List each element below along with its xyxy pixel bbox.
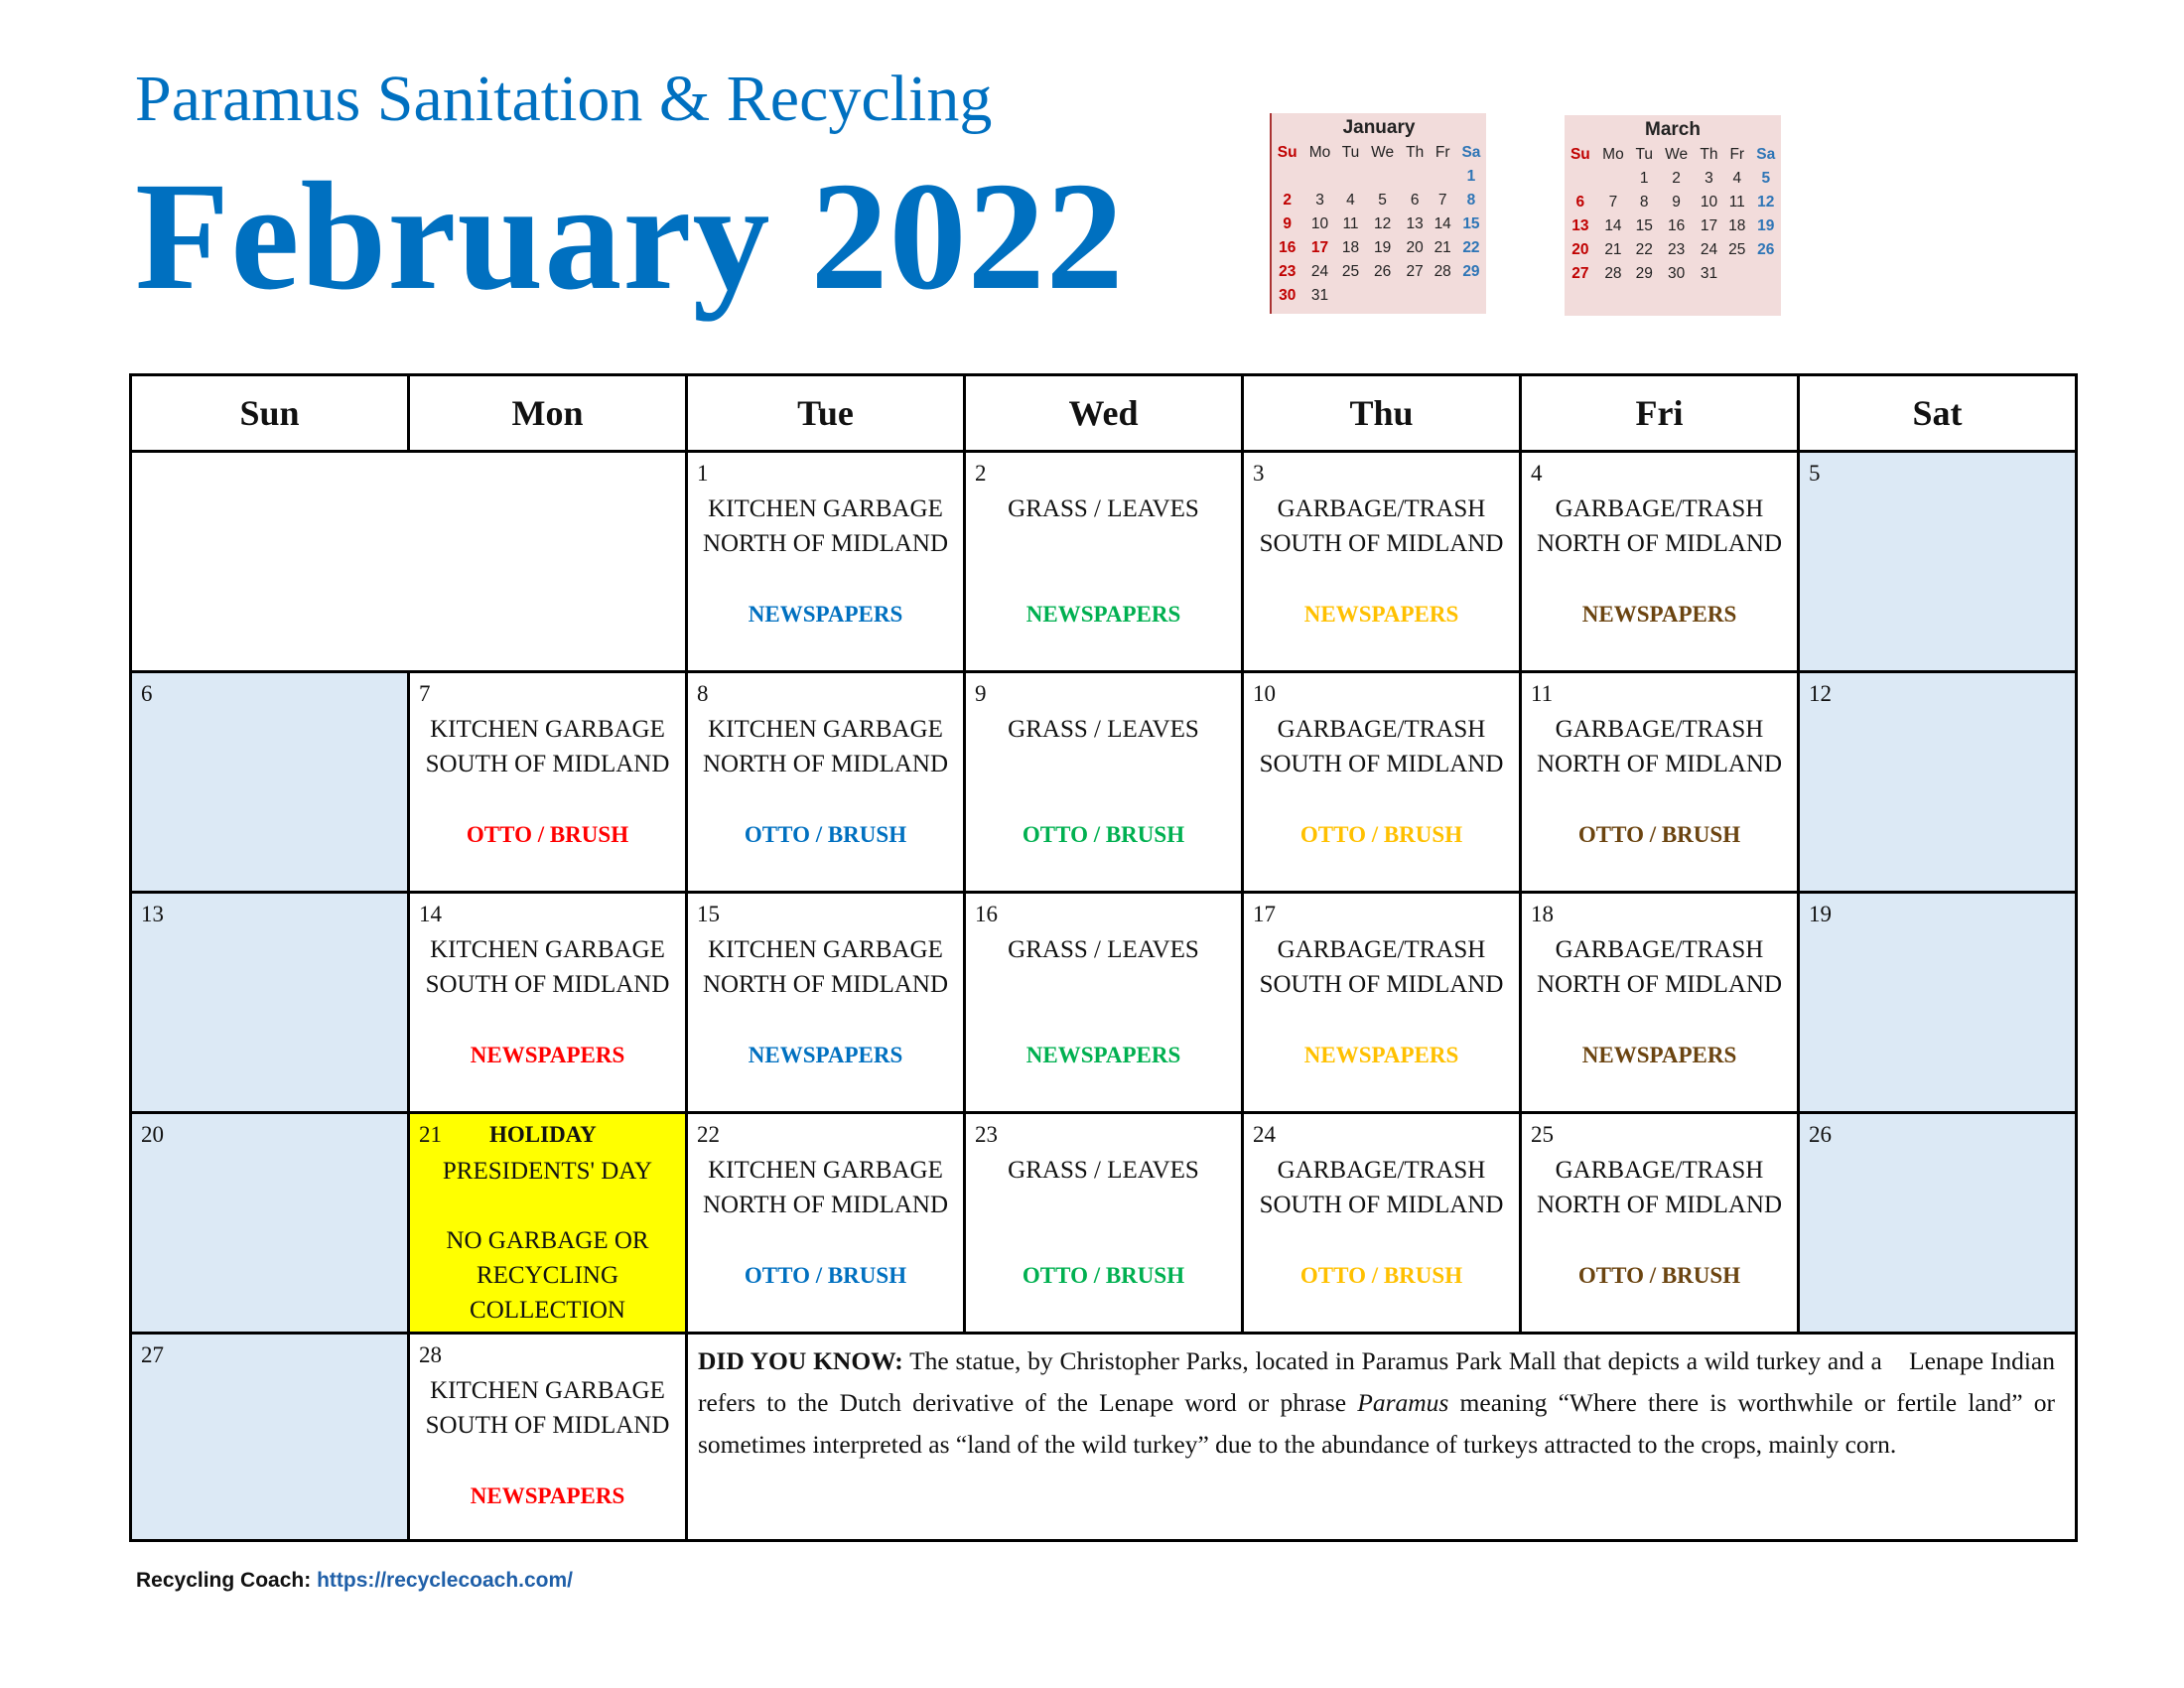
mini-calendar-day: 28	[1433, 263, 1451, 280]
mini-calendar-day	[1751, 262, 1781, 286]
day-number: 16	[975, 902, 998, 926]
day-cell	[131, 893, 409, 1113]
collection-line: SOUTH OF MIDLAND	[425, 971, 670, 998]
mini-calendar-day: 13	[1406, 215, 1424, 232]
day-number: 15	[697, 902, 720, 926]
collection-line: SOUTH OF MIDLAND	[425, 1412, 670, 1439]
mini-calendar-weekday: Mo	[1308, 144, 1331, 161]
mini-calendar-day: 7	[1437, 192, 1447, 209]
collection-line: KITCHEN GARBAGE	[708, 495, 943, 522]
day-number: 20	[141, 1122, 164, 1147]
month-calendar-grid	[129, 373, 2078, 1542]
mini-calendar-day: 10	[1700, 194, 1718, 211]
day-number: 23	[975, 1122, 998, 1147]
mini-calendar-day: 31	[1700, 265, 1718, 282]
weekday-header-thu: Thu	[1243, 375, 1521, 452]
mini-calendar-weekday: We	[1371, 144, 1395, 161]
day-cell	[1521, 672, 1799, 893]
mini-calendar-day: 27	[1406, 263, 1424, 280]
collection-line: KITCHEN GARBAGE	[430, 716, 665, 743]
day-number: 4	[1531, 461, 1543, 486]
day-cell	[131, 1113, 409, 1334]
recyclecoach-link[interactable]: https://recyclecoach.com/	[317, 1569, 573, 1592]
mini-calendar-day: 7	[1608, 194, 1618, 211]
mini-calendar-day: 2	[1283, 192, 1293, 209]
collection-line: PRESIDENTS' DAY	[442, 1158, 653, 1185]
collection-line: GRASS / LEAVES	[1008, 936, 1199, 963]
mini-calendar-day: 4	[1732, 170, 1742, 187]
mini-calendar-day: 16	[1667, 217, 1686, 234]
mini-calendar-march	[1565, 115, 1781, 316]
mini-calendar-weekday: Fr	[1729, 146, 1745, 163]
recycling-tag: NEWSPAPERS	[1581, 602, 1737, 627]
mini-calendar-day: 11	[1728, 194, 1745, 211]
day-cell	[1243, 1113, 1521, 1334]
mini-calendar-day: 19	[1757, 217, 1775, 234]
recycling-tag: NEWSPAPERS	[1025, 602, 1181, 627]
day-cell	[1521, 893, 1799, 1113]
mini-calendar-day: 9	[1283, 215, 1293, 232]
mini-calendar-day	[1430, 165, 1456, 189]
day-number: 27	[141, 1342, 164, 1367]
mini-calendar-week	[1565, 262, 1781, 286]
did-you-know-cell	[687, 1334, 2077, 1541]
collection-line: SOUTH OF MIDLAND	[1259, 530, 1504, 557]
mini-calendar-day: 4	[1346, 192, 1355, 209]
mini-calendar-weekday: We	[1665, 146, 1689, 163]
recycling-tag: OTTO / BRUSH	[466, 822, 629, 847]
collection-line: KITCHEN GARBAGE	[708, 936, 943, 963]
calendar-week-row	[131, 893, 2077, 1113]
mini-calendar-day: 23	[1279, 263, 1297, 280]
mini-calendar-day: 26	[1373, 263, 1392, 280]
day-cell	[131, 1334, 409, 1541]
day-number: 3	[1253, 461, 1265, 486]
day-cell	[1799, 1113, 2077, 1334]
mini-calendar-day: 14	[1604, 217, 1622, 234]
mini-calendar-day	[1401, 284, 1430, 308]
weekday-header-tue: Tue	[687, 375, 965, 452]
collection-line: GARBAGE/TRASH	[1277, 936, 1486, 963]
mini-calendar-day	[1302, 165, 1336, 189]
footer-label: Recycling Coach:	[136, 1569, 318, 1592]
mini-calendar-weekday: Fr	[1434, 144, 1450, 161]
mini-calendar-day	[1337, 165, 1365, 189]
recycling-tag: NEWSPAPERS	[1303, 1043, 1459, 1067]
mini-calendar-day: 30	[1667, 265, 1686, 282]
mini-calendar-day	[1401, 165, 1430, 189]
collection-line: SOUTH OF MIDLAND	[1259, 971, 1504, 998]
mini-calendar-week	[1272, 284, 1486, 308]
recycling-tag: OTTO / BRUSH	[744, 1263, 907, 1288]
mini-calendar-day: 17	[1310, 239, 1329, 256]
calendar-week-row	[131, 452, 2077, 672]
mini-calendar-week	[1272, 212, 1486, 236]
mini-calendar-day: 3	[1705, 170, 1713, 187]
day-number: 25	[1531, 1122, 1554, 1147]
weekday-header-sat: Sat	[1799, 375, 2077, 452]
day-number: 17	[1253, 902, 1276, 926]
mini-calendar-day: 8	[1466, 192, 1476, 209]
mini-calendar-day: 26	[1757, 241, 1775, 258]
day-cell	[409, 1113, 687, 1334]
mini-calendar-day: 21	[1604, 241, 1622, 258]
collection-line: GARBAGE/TRASH	[1555, 716, 1764, 743]
collection-line: NO GARBAGE OR	[446, 1227, 649, 1254]
mini-calendar-day	[1596, 167, 1630, 191]
mini-calendar-month-name: January	[1342, 117, 1416, 138]
mini-calendar-weekday: Th	[1406, 144, 1425, 161]
day-number: 26	[1809, 1122, 1832, 1147]
mini-calendar-weekday: Mo	[1602, 146, 1624, 163]
day-number: 28	[419, 1342, 442, 1367]
day-number: 8	[697, 681, 709, 706]
calendar-week-row	[131, 672, 2077, 893]
mini-calendar-day: 25	[1728, 241, 1746, 258]
day-number: 13	[141, 902, 164, 926]
weekday-header-mon: Mon	[409, 375, 687, 452]
mini-calendar-day: 21	[1433, 239, 1451, 256]
collection-line: NORTH OF MIDLAND	[702, 1192, 949, 1218]
mini-calendar-day: 2	[1672, 170, 1681, 187]
recycling-tag: NEWSPAPERS	[1025, 1043, 1181, 1067]
day-cell	[687, 1113, 965, 1334]
day-cell	[687, 452, 965, 672]
did-you-know-italic-word: Paramus	[1357, 1388, 1449, 1417]
calendar-week-row	[131, 1113, 2077, 1334]
day-cell	[1521, 452, 1799, 672]
mini-calendar-weekday: Tu	[1341, 144, 1360, 161]
mini-calendar-day: 20	[1571, 241, 1589, 258]
collection-line: SOUTH OF MIDLAND	[1259, 1192, 1504, 1218]
collection-line: KITCHEN GARBAGE	[430, 936, 665, 963]
mini-calendar-day: 16	[1279, 239, 1297, 256]
mini-calendar-day: 28	[1604, 265, 1622, 282]
day-cell	[687, 893, 965, 1113]
day-number: 5	[1809, 461, 1821, 486]
did-you-know-body: The statue, by Christopher Parks, located in Paramus Park Mall that depicts a wild turkey and a Lenape Indian refers to the Dutch derivative of the Lenape word or phrase	[698, 1346, 2055, 1417]
mini-calendar-day: 22	[1462, 239, 1480, 256]
mini-calendar-table	[1565, 143, 1781, 286]
weekday-header-row	[131, 375, 2077, 452]
mini-calendar-day: 6	[1575, 194, 1585, 211]
mini-calendar-week	[1272, 236, 1486, 260]
mini-calendar-day: 3	[1315, 192, 1324, 209]
mini-calendar-day: 20	[1406, 239, 1424, 256]
day-number: 12	[1809, 681, 1832, 706]
recycling-tag: NEWSPAPERS	[470, 1043, 625, 1067]
day-cell	[131, 672, 409, 893]
day-cell	[965, 893, 1243, 1113]
mini-calendar-day	[1364, 284, 1400, 308]
day-number: 11	[1531, 681, 1554, 706]
day-number: 19	[1809, 902, 1832, 926]
calendar-week-row	[131, 1334, 2077, 1541]
mini-calendar-week	[1272, 260, 1486, 284]
mini-calendar-day: 1	[1466, 168, 1476, 185]
mini-calendar-week	[1272, 165, 1486, 189]
day-number: 24	[1253, 1122, 1276, 1147]
mini-calendar-day: 8	[1639, 194, 1649, 211]
collection-line: GRASS / LEAVES	[1008, 495, 1199, 522]
collection-line: RECYCLING	[476, 1262, 619, 1289]
mini-calendar-weekday: Sa	[1756, 146, 1776, 163]
collection-line: NORTH OF MIDLAND	[702, 971, 949, 998]
footer	[136, 1569, 573, 1593]
recycling-tag: NEWSPAPERS	[748, 1043, 903, 1067]
day-cell	[965, 1113, 1243, 1334]
day-number: 2	[975, 461, 987, 486]
mini-calendar-january	[1270, 113, 1486, 314]
day-number: 9	[975, 681, 987, 706]
mini-calendar-day: 22	[1635, 241, 1653, 258]
mini-calendar-day: 17	[1700, 217, 1718, 234]
mini-calendar-day	[1272, 165, 1302, 189]
collection-line: KITCHEN GARBAGE	[708, 716, 943, 743]
collection-line: COLLECTION	[470, 1297, 625, 1324]
mini-calendar-day: 24	[1700, 241, 1718, 258]
mini-calendar-day: 29	[1462, 263, 1480, 280]
recycling-tag: OTTO / BRUSH	[1022, 822, 1185, 847]
mini-calendar-day	[1430, 284, 1456, 308]
weekday-header-fri: Fri	[1521, 375, 1799, 452]
mini-calendar-day: 12	[1373, 215, 1392, 232]
collection-line: GRASS / LEAVES	[1008, 1157, 1199, 1184]
mini-calendar-day: 11	[1342, 215, 1359, 232]
mini-calendar-weekday-row	[1272, 141, 1486, 165]
recycling-tag: OTTO / BRUSH	[1022, 1263, 1185, 1288]
mini-calendar-week	[1565, 167, 1781, 191]
mini-calendar-day: 14	[1433, 215, 1451, 232]
recycling-tag: OTTO / BRUSH	[1299, 1263, 1463, 1288]
mini-calendar-weekday: Su	[1570, 146, 1590, 163]
collection-line: GARBAGE/TRASH	[1277, 1157, 1486, 1184]
collection-line: NORTH OF MIDLAND	[1536, 1192, 1783, 1218]
mini-calendar-weekday: Sa	[1461, 144, 1481, 161]
mini-calendar-day: 27	[1571, 265, 1589, 282]
collection-line: SOUTH OF MIDLAND	[1259, 751, 1504, 777]
mini-calendar-day: 10	[1310, 215, 1329, 232]
collection-line: NORTH OF MIDLAND	[702, 751, 949, 777]
day-number: 10	[1253, 681, 1276, 706]
day-number: 7	[419, 681, 431, 706]
mini-calendar-day: 19	[1373, 239, 1392, 256]
collection-line: NORTH OF MIDLAND	[1536, 751, 1783, 777]
day-cell	[1243, 452, 1521, 672]
mini-calendar-week	[1565, 238, 1781, 262]
day-cell	[409, 1334, 687, 1541]
collection-line: KITCHEN GARBAGE	[430, 1377, 665, 1404]
mini-calendar-day: 15	[1462, 215, 1480, 232]
empty-cell	[131, 452, 687, 672]
mini-calendar-day: 18	[1728, 217, 1746, 234]
did-you-know-label: DID YOU KNOW:	[698, 1346, 903, 1375]
mini-calendar-weekday: Su	[1277, 144, 1297, 161]
mini-calendar-day: 15	[1635, 217, 1653, 234]
day-cell	[1799, 452, 2077, 672]
did-you-know-body-end: meaning “Where there is worthwhile or fertile land” or sometimes interpreted as “land of the wild turkey” due to the abundance of turkeys attracted to the crops, mainly corn.	[698, 1388, 2056, 1459]
day-cell	[965, 452, 1243, 672]
mini-calendar-day: 5	[1378, 192, 1387, 209]
recycling-tag: NEWSPAPERS	[748, 602, 903, 627]
day-cell	[1799, 672, 2077, 893]
did-you-know-text	[698, 1340, 2055, 1466]
mini-calendar-day	[1456, 284, 1486, 308]
mini-calendar-day: 6	[1410, 192, 1420, 209]
collection-line: GRASS / LEAVES	[1008, 716, 1199, 743]
mini-calendar-day	[1723, 262, 1751, 286]
recycling-tag: OTTO / BRUSH	[1577, 1263, 1741, 1288]
mini-calendar-day: 24	[1310, 263, 1329, 280]
collection-line: GARBAGE/TRASH	[1277, 495, 1486, 522]
day-number: 21	[419, 1122, 442, 1147]
recycling-tag: OTTO / BRUSH	[1577, 822, 1741, 847]
mini-calendar-weekday-row	[1565, 143, 1781, 167]
collection-line: GARBAGE/TRASH	[1277, 716, 1486, 743]
collection-line: NORTH OF MIDLAND	[702, 530, 949, 557]
mini-calendar-day	[1364, 165, 1400, 189]
collection-line: KITCHEN GARBAGE	[708, 1157, 943, 1184]
day-cell	[409, 672, 687, 893]
day-cell	[965, 672, 1243, 893]
collection-line: GARBAGE/TRASH	[1555, 936, 1764, 963]
recycling-tag: OTTO / BRUSH	[1299, 822, 1463, 847]
mini-calendar-week	[1565, 191, 1781, 214]
day-number: 22	[697, 1122, 720, 1147]
holiday-label: HOLIDAY	[489, 1122, 597, 1147]
day-number: 1	[697, 461, 709, 486]
weekday-header-wed: Wed	[965, 375, 1243, 452]
day-number: 14	[419, 902, 442, 926]
mini-calendar-weekday: Tu	[1635, 146, 1653, 163]
mini-calendar-table	[1272, 141, 1486, 308]
day-cell	[687, 672, 965, 893]
mini-calendar-day: 18	[1341, 239, 1360, 256]
recycling-tag: NEWSPAPERS	[470, 1483, 625, 1508]
mini-calendar-day: 9	[1672, 194, 1681, 211]
mini-calendar-day: 13	[1571, 217, 1589, 234]
collection-line: NORTH OF MIDLAND	[1536, 530, 1783, 557]
day-cell	[409, 893, 687, 1113]
mini-calendar-day: 30	[1279, 287, 1297, 304]
recycling-tag: OTTO / BRUSH	[744, 822, 907, 847]
collection-line: GARBAGE/TRASH	[1555, 1157, 1764, 1184]
mini-calendar-day: 1	[1639, 170, 1649, 187]
collection-line: GARBAGE/TRASH	[1555, 495, 1764, 522]
mini-calendar-day: 23	[1667, 241, 1686, 258]
weekday-header-sun: Sun	[131, 375, 409, 452]
month-title: February 2022	[135, 150, 1125, 322]
day-cell	[1243, 672, 1521, 893]
recycling-tag: NEWSPAPERS	[1303, 602, 1459, 627]
mini-calendar-month-name: March	[1645, 119, 1701, 140]
mini-calendar-day	[1337, 284, 1365, 308]
day-cell	[1799, 893, 2077, 1113]
mini-calendar-day: 25	[1341, 263, 1360, 280]
day-cell	[1521, 1113, 1799, 1334]
mini-calendar-week	[1565, 214, 1781, 238]
mini-calendar-day: 12	[1757, 194, 1775, 211]
recycling-tag: NEWSPAPERS	[1581, 1043, 1737, 1067]
collection-line: SOUTH OF MIDLAND	[425, 751, 670, 777]
organization-subtitle: Paramus Sanitation & Recycling	[135, 63, 993, 135]
mini-calendar-weekday: Th	[1700, 146, 1718, 163]
mini-calendar-week	[1272, 189, 1486, 212]
mini-calendar-day: 29	[1635, 265, 1653, 282]
mini-calendar-day: 31	[1310, 287, 1329, 304]
mini-calendar-day	[1565, 167, 1596, 191]
mini-calendar-day: 5	[1761, 170, 1771, 187]
day-cell	[1243, 893, 1521, 1113]
day-number: 18	[1531, 902, 1554, 926]
day-number: 6	[141, 681, 153, 706]
collection-line: NORTH OF MIDLAND	[1536, 971, 1783, 998]
